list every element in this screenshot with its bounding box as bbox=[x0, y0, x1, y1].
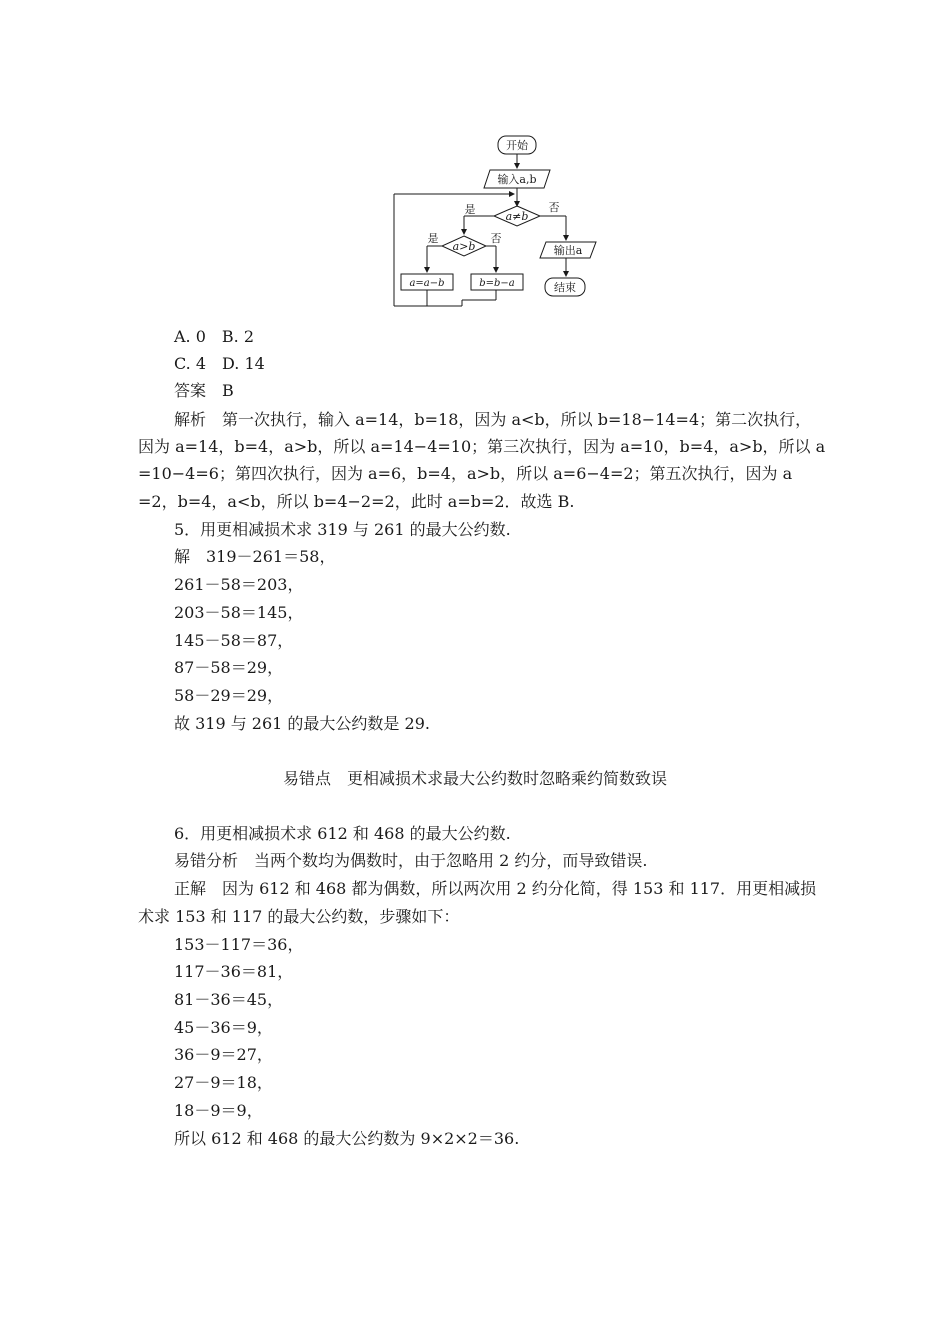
output-label: 输出a bbox=[553, 244, 583, 257]
analysis-line-3: =10−4=6；第四次执行，因为 a=6，b=4，a>b，所以 a=6−4=2；第五次执行，因为 a bbox=[138, 464, 793, 483]
q5-step-4: 145－58＝87， bbox=[174, 631, 294, 650]
q6-step-7: 18－9＝9， bbox=[174, 1101, 263, 1120]
q5-step-2: 261－58＝203， bbox=[174, 575, 304, 594]
q6-step-2: 117－36＝81， bbox=[174, 962, 294, 981]
yes-label-1: 是 bbox=[464, 203, 476, 216]
end-label: 结束 bbox=[554, 281, 576, 294]
q5-step-3: 203－58＝145， bbox=[174, 603, 304, 622]
q5-title: 5．用更相减损术求 319 与 261 的最大公约数. bbox=[174, 520, 511, 539]
q5-conclusion: 故 319 与 261 的最大公约数是 29. bbox=[174, 714, 430, 733]
q5-step-5: 87－58＝29， bbox=[174, 658, 284, 677]
input-label: 输入a,b bbox=[497, 173, 537, 186]
q6-step-1: 153－117＝36， bbox=[174, 935, 304, 954]
q6-conclusion: 所以 612 和 468 的最大公约数为 9×2×2＝36. bbox=[174, 1129, 520, 1148]
options-line-1: A. 0 B. 2 bbox=[174, 327, 255, 346]
yes-label-2: 是 bbox=[427, 232, 439, 245]
answer: 答案 B bbox=[174, 381, 234, 400]
assign-b-label: b=b−a bbox=[479, 278, 515, 289]
q6-title: 6．用更相减损术求 612 和 468 的最大公约数. bbox=[174, 824, 511, 843]
q5-step-1: 解 319－261＝58， bbox=[174, 547, 336, 566]
q6-step-6: 27－9＝18， bbox=[174, 1073, 273, 1092]
cond1-label: a≠b bbox=[505, 210, 529, 223]
q6-step-3: 81－36＝45， bbox=[174, 990, 284, 1009]
cond2-label: a>b bbox=[452, 240, 476, 253]
assign-a-label: a=a−b bbox=[409, 278, 445, 289]
options-line-2: C. 4 D. 14 bbox=[174, 354, 265, 373]
flowchart bbox=[390, 130, 620, 310]
q6-solution-line-2: 术求 153 和 117 的最大公约数，步骤如下： bbox=[138, 907, 460, 926]
no-label-2: 否 bbox=[490, 232, 502, 245]
analysis-line-2: 因为 a=14，b=4，a>b，所以 a=14−4=10；第三次执行，因为 a=10，b=4，a>b，所以 a bbox=[138, 437, 826, 456]
section-header: 易错点 更相减损术求最大公约数时忽略乘约简数致误 bbox=[282, 769, 667, 788]
start-label: 开始 bbox=[506, 139, 528, 152]
q6-step-4: 45－36＝9， bbox=[174, 1018, 273, 1037]
no-label-1: 否 bbox=[548, 201, 560, 214]
analysis-line-1: 解析 第一次执行，输入 a=14，b=18，因为 a<b，所以 b=18−14=4；第二次执行， bbox=[174, 410, 812, 429]
analysis-line-4: =2，b=4，a<b，所以 b=4−2=2，此时 a=b=2．故选 B. bbox=[138, 492, 575, 511]
q6-solution-line-1: 正解 因为 612 和 468 都为偶数，所以两次用 2 约分化简，得 153 和 117．用更相减损 bbox=[174, 879, 817, 898]
q6-error-analysis: 易错分析 当两个数均为偶数时，由于忽略用 2 约分，而导致错误. bbox=[174, 851, 648, 870]
flowchart-svg bbox=[390, 130, 620, 310]
q6-step-5: 36－9＝27， bbox=[174, 1045, 273, 1064]
q5-step-6: 58－29＝29， bbox=[174, 686, 284, 705]
